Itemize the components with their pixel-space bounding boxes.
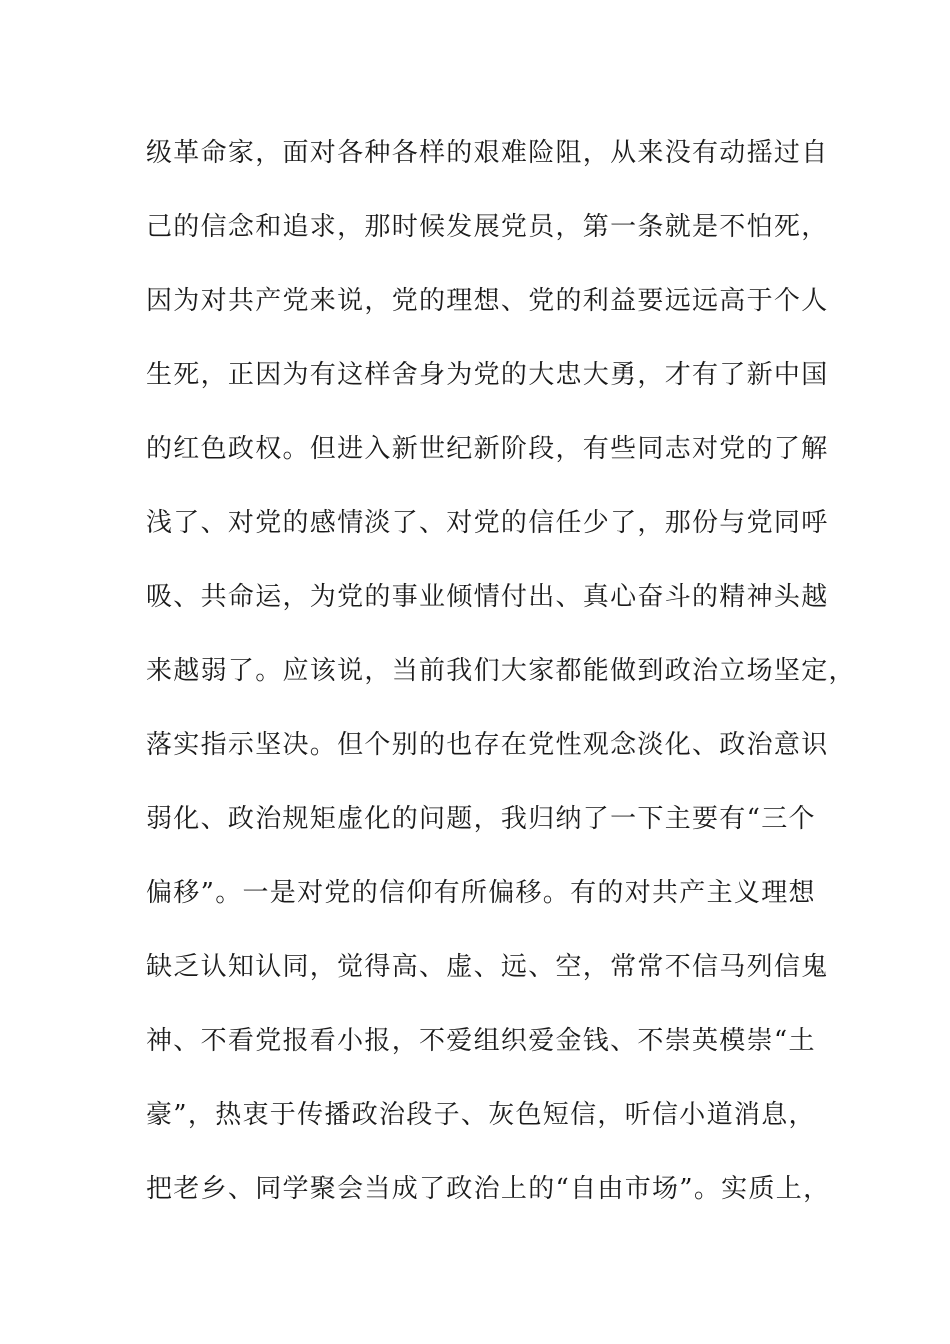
text-line-15: 把老乡、同学聚会当成了政治上的“自由市场”。实质上， — [146, 1174, 831, 1204]
body-text — [146, 133, 856, 1243]
text-line-11: 偏移”。一是对党的信仰有所偏移。有的对共产主义理想 — [146, 878, 816, 908]
text-line-8: 来越弱了。应该说，当前我们大家都能做到政治立场坚定， — [146, 656, 856, 686]
text-line-3: 因为对共产党来说，党的理想、党的利益要远远高于个人 — [146, 286, 829, 316]
text-line-7: 吸、共命运，为党的事业倾情付出、真心奋斗的精神头越 — [146, 582, 829, 612]
text-line-6: 浅了、对党的感情淡了、对党的信任少了，那份与党同呼 — [146, 508, 829, 538]
text-line-13: 神、不看党报看小报，不爱组织爱金钱、不崇英模崇“土 — [146, 1026, 816, 1056]
text-line-4: 生死，正因为有这样舍身为党的大忠大勇，才有了新中国 — [146, 360, 829, 390]
text-line-9: 落实指示坚决。但个别的也存在党性观念淡化、政治意识 — [146, 730, 829, 760]
text-line-2: 己的信念和追求，那时候发展党员，第一条就是不怕死， — [146, 212, 829, 242]
text-line-12: 缺乏认知认同，觉得高、虚、远、空，常常不信马列信鬼 — [146, 952, 829, 982]
text-line-5: 的红色政权。但进入新世纪新阶段，有些同志对党的了解 — [146, 434, 829, 464]
text-line-10: 弱化、政治规矩虚化的问题，我归纳了一下主要有“三个 — [146, 804, 816, 834]
text-line-14: 豪”，热衷于传播政治段子、灰色短信，听信小道消息， — [146, 1100, 816, 1130]
text-line-1: 级革命家，面对各种各样的艰难险阻，从来没有动摇过自 — [146, 138, 829, 168]
